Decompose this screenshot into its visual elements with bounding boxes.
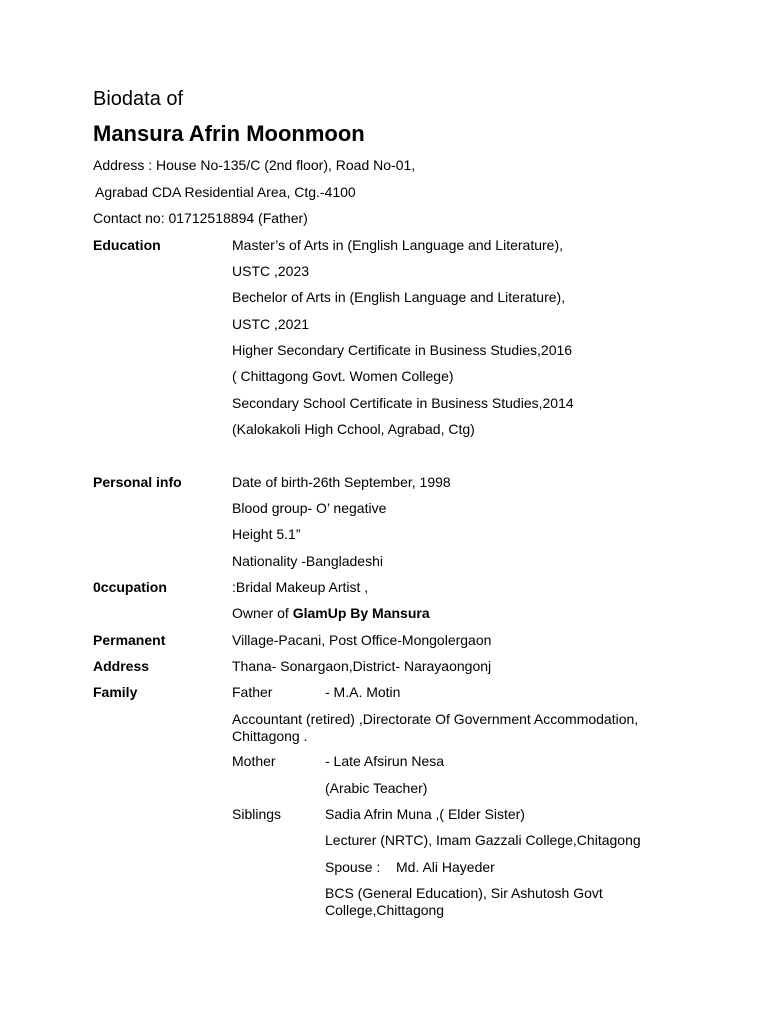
personal-info-line: Nationality -Bangladeshi [232, 553, 383, 569]
education-line: ( Chittagong Govt. Women College) [232, 368, 454, 384]
occupation-label: 0ccupation [93, 579, 167, 595]
family-label: Family [93, 684, 138, 700]
address-line-2: Agrabad CDA Residential Area, Ctg.-4100 [95, 184, 356, 200]
permanent-address-line-2: Thana- Sonargaon,District- Narayaongonj [232, 658, 492, 674]
personal-info-line: Blood group- O’ negative [232, 500, 387, 516]
education-line: (Kalokakoli High Cchool, Agrabad, Ctg) [232, 421, 475, 437]
siblings-label: Siblings [232, 806, 282, 822]
education-line: Bechelor of Arts in (English Language and Literature), [232, 289, 566, 305]
education-line: Master’s of Arts in (English Language and Literature), [232, 237, 564, 253]
personal-info-label: Personal info [93, 474, 182, 490]
owner-prefix: Owner of [232, 605, 293, 621]
person-name: Mansura Afrin Moonmoon [93, 121, 365, 146]
mother-name: - Late Afsirun Nesa [325, 753, 445, 769]
sibling-name: Sadia Afrin Muna ,( Elder Sister) [325, 806, 525, 822]
occupation-title: :Bridal Makeup Artist , [232, 579, 369, 595]
education-line: USTC ,2021 [232, 316, 310, 332]
spouse-label: Spouse : [325, 859, 381, 875]
education-label: Education [93, 237, 161, 253]
biodata-of-heading: Biodata of [93, 88, 184, 110]
father-label: Father [232, 684, 273, 700]
brand-name: GlamUp By Mansura [292, 605, 430, 621]
mother-label: Mother [232, 753, 276, 769]
personal-info-line: Height 5.1” [232, 526, 301, 542]
father-name: - M.A. Motin [325, 684, 401, 700]
sibling-job: Lecturer (NRTC), Imam Gazzali College,Chitagong [325, 832, 641, 848]
education-line: Higher Secondary Certificate in Business Studies,2016 [232, 342, 573, 358]
address-line-1: Address : House No-135/C (2nd floor), Road No-01, [93, 157, 416, 173]
contact-number: Contact no: 01712518894 (Father) [93, 210, 308, 226]
address-label: Address [93, 658, 150, 674]
personal-info-line: Date of birth-26th September, 1998 [232, 474, 451, 490]
education-line: USTC ,2023 [232, 263, 310, 279]
mother-detail: (Arabic Teacher) [325, 780, 428, 796]
permanent-address-line-1: Village-Pacani, Post Office-Mongolergaon [232, 632, 492, 648]
permanent-label: Permanent [93, 632, 166, 648]
spouse-name: Md. Ali Hayeder [396, 859, 495, 875]
education-line: Secondary School Certificate in Business Studies,2014 [232, 395, 574, 411]
occupation-owner [232, 605, 430, 622]
spouse-job: BCS (General Education), Sir Ashutosh Govt College,Chittagong [325, 885, 603, 918]
father-detail: Accountant (retired) ,Directorate Of Government Accommodation, Chittagong . [232, 711, 639, 744]
